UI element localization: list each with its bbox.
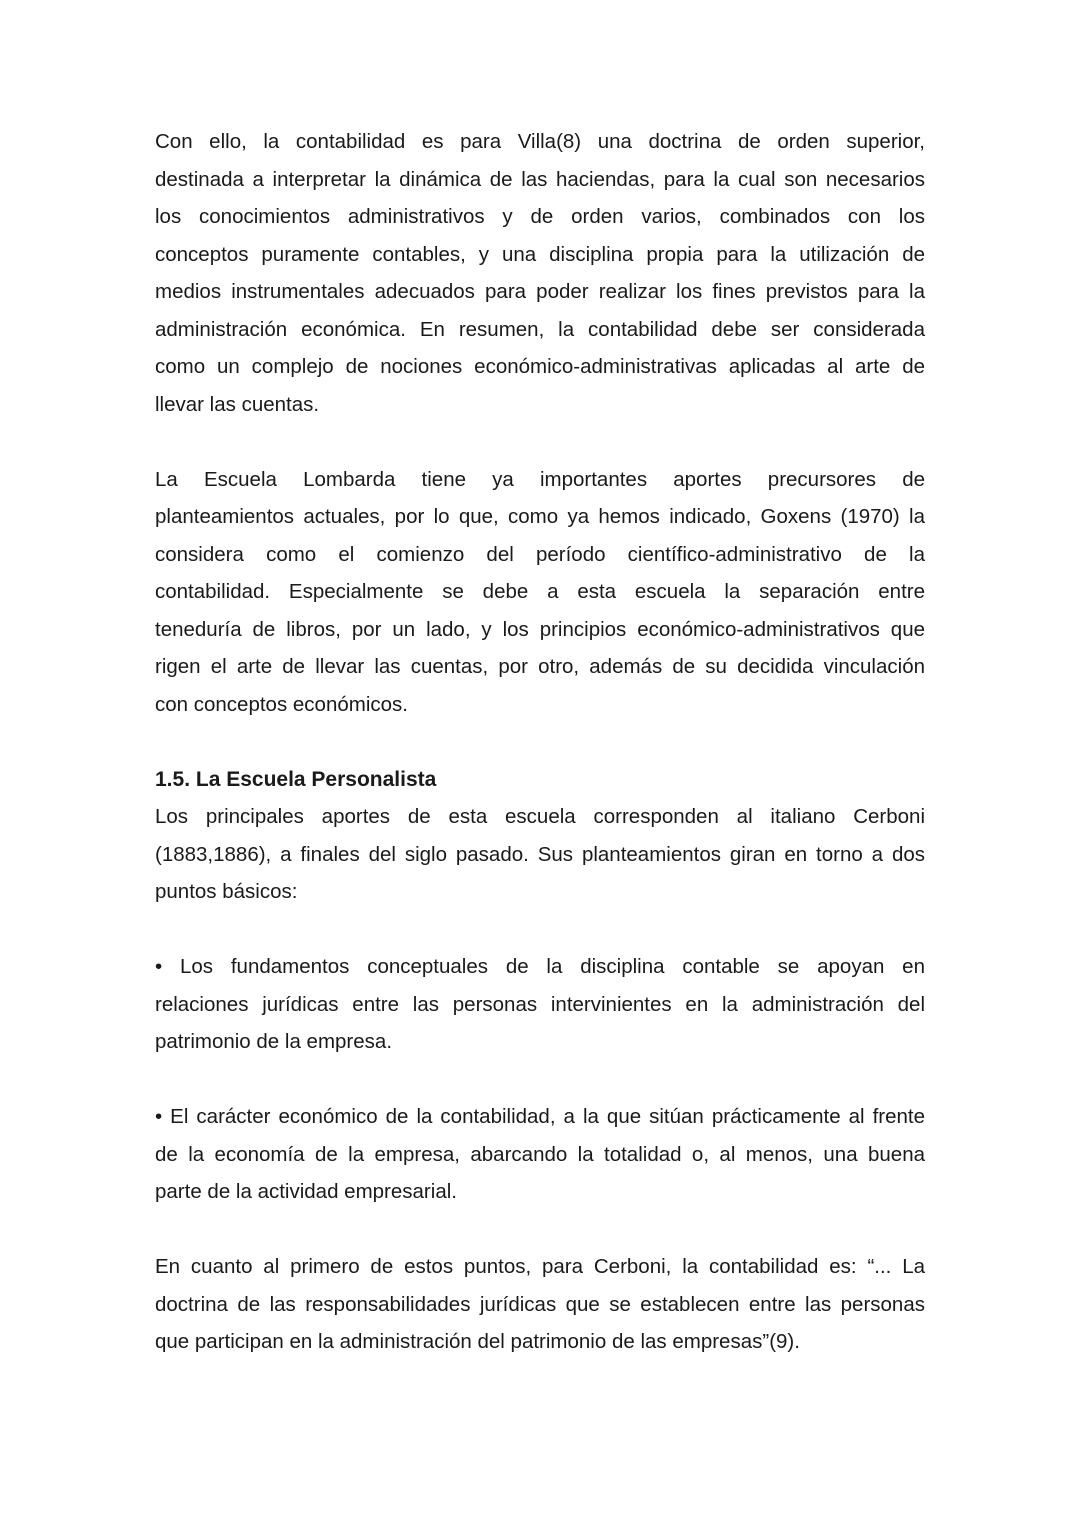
text-line: considera como el comienzo del período científico-administrativo de la	[155, 542, 925, 566]
bullet-item-2	[155, 1098, 925, 1211]
text-line: con conceptos económicos.	[155, 692, 408, 716]
text-line: puntos básicos:	[155, 880, 298, 903]
text-line: destinada a interpretar la dinámica de las haciendas, para la cual son necesarios	[155, 167, 925, 191]
text-line: relaciones jurídicas entre las personas intervinientes en la administración del	[155, 992, 925, 1016]
text-line: de la economía de la empresa, abarcando la totalidad o, al menos, una buena	[155, 1142, 925, 1166]
text-line: como un complejo de nociones económico-administrativas aplicadas al arte de	[155, 355, 925, 378]
text-line: administración económica. En resumen, la contabilidad debe ser considerada	[155, 317, 925, 341]
text-line: (1883,1886), a finales del siglo pasado. Sus planteamientos giran en torno a dos	[155, 842, 925, 866]
text-line: • El carácter económico de la contabilidad, a la que sitúan prácticamente al frente	[155, 1105, 925, 1128]
paragraph-escuela-lombarda	[155, 461, 925, 724]
text-line: contabilidad. Especialmente se debe a esta escuela la separación entre	[155, 580, 925, 603]
section-heading: 1.5. La Escuela Personalista	[155, 767, 437, 791]
bullet-item-1	[155, 948, 925, 1061]
closing-paragraph	[155, 1248, 925, 1361]
text-line: patrimonio de la empresa.	[155, 1030, 393, 1053]
text-line: • Los fundamentos conceptuales de la disciplina contable se apoyan en	[155, 955, 925, 978]
text-line: parte de la actividad empresarial.	[155, 1180, 457, 1203]
text-line: medios instrumentales adecuados para poder realizar los fines previstos para la	[155, 280, 925, 303]
text-line: teneduría de libros, por un lado, y los principios económico-administrativos que	[155, 617, 925, 641]
text-line: Con ello, la contabilidad es para Villa(8) una doctrina de orden superior,	[155, 130, 925, 153]
text-line: los conocimientos administrativos y de orden varios, combinados con los	[155, 205, 925, 228]
text-line: que participan en la administración del patrimonio de las empresas”(9).	[155, 1330, 800, 1353]
text-line: La Escuela Lombarda tiene ya importantes aportes precursores de	[155, 467, 925, 491]
text-line: doctrina de las responsabilidades jurídicas que se establecen entre las personas	[155, 1292, 925, 1316]
text-line: planteamientos actuales, por lo que, como ya hemos indicado, Goxens (1970) la	[155, 505, 925, 528]
text-line: Los principales aportes de esta escuela corresponden al italiano Cerboni	[155, 805, 925, 828]
text-line: En cuanto al primero de estos puntos, para Cerboni, la contabilidad es: “... La	[155, 1255, 925, 1278]
text-line: llevar las cuentas.	[155, 392, 320, 416]
text-line: rigen el arte de llevar las cuentas, por otro, además de su decidida vinculación	[155, 655, 925, 678]
paragraph-villa	[155, 123, 925, 423]
section-intro	[155, 798, 925, 911]
document-page	[155, 123, 925, 1398]
text-line: conceptos puramente contables, y una disciplina propia para la utilización de	[155, 242, 925, 266]
